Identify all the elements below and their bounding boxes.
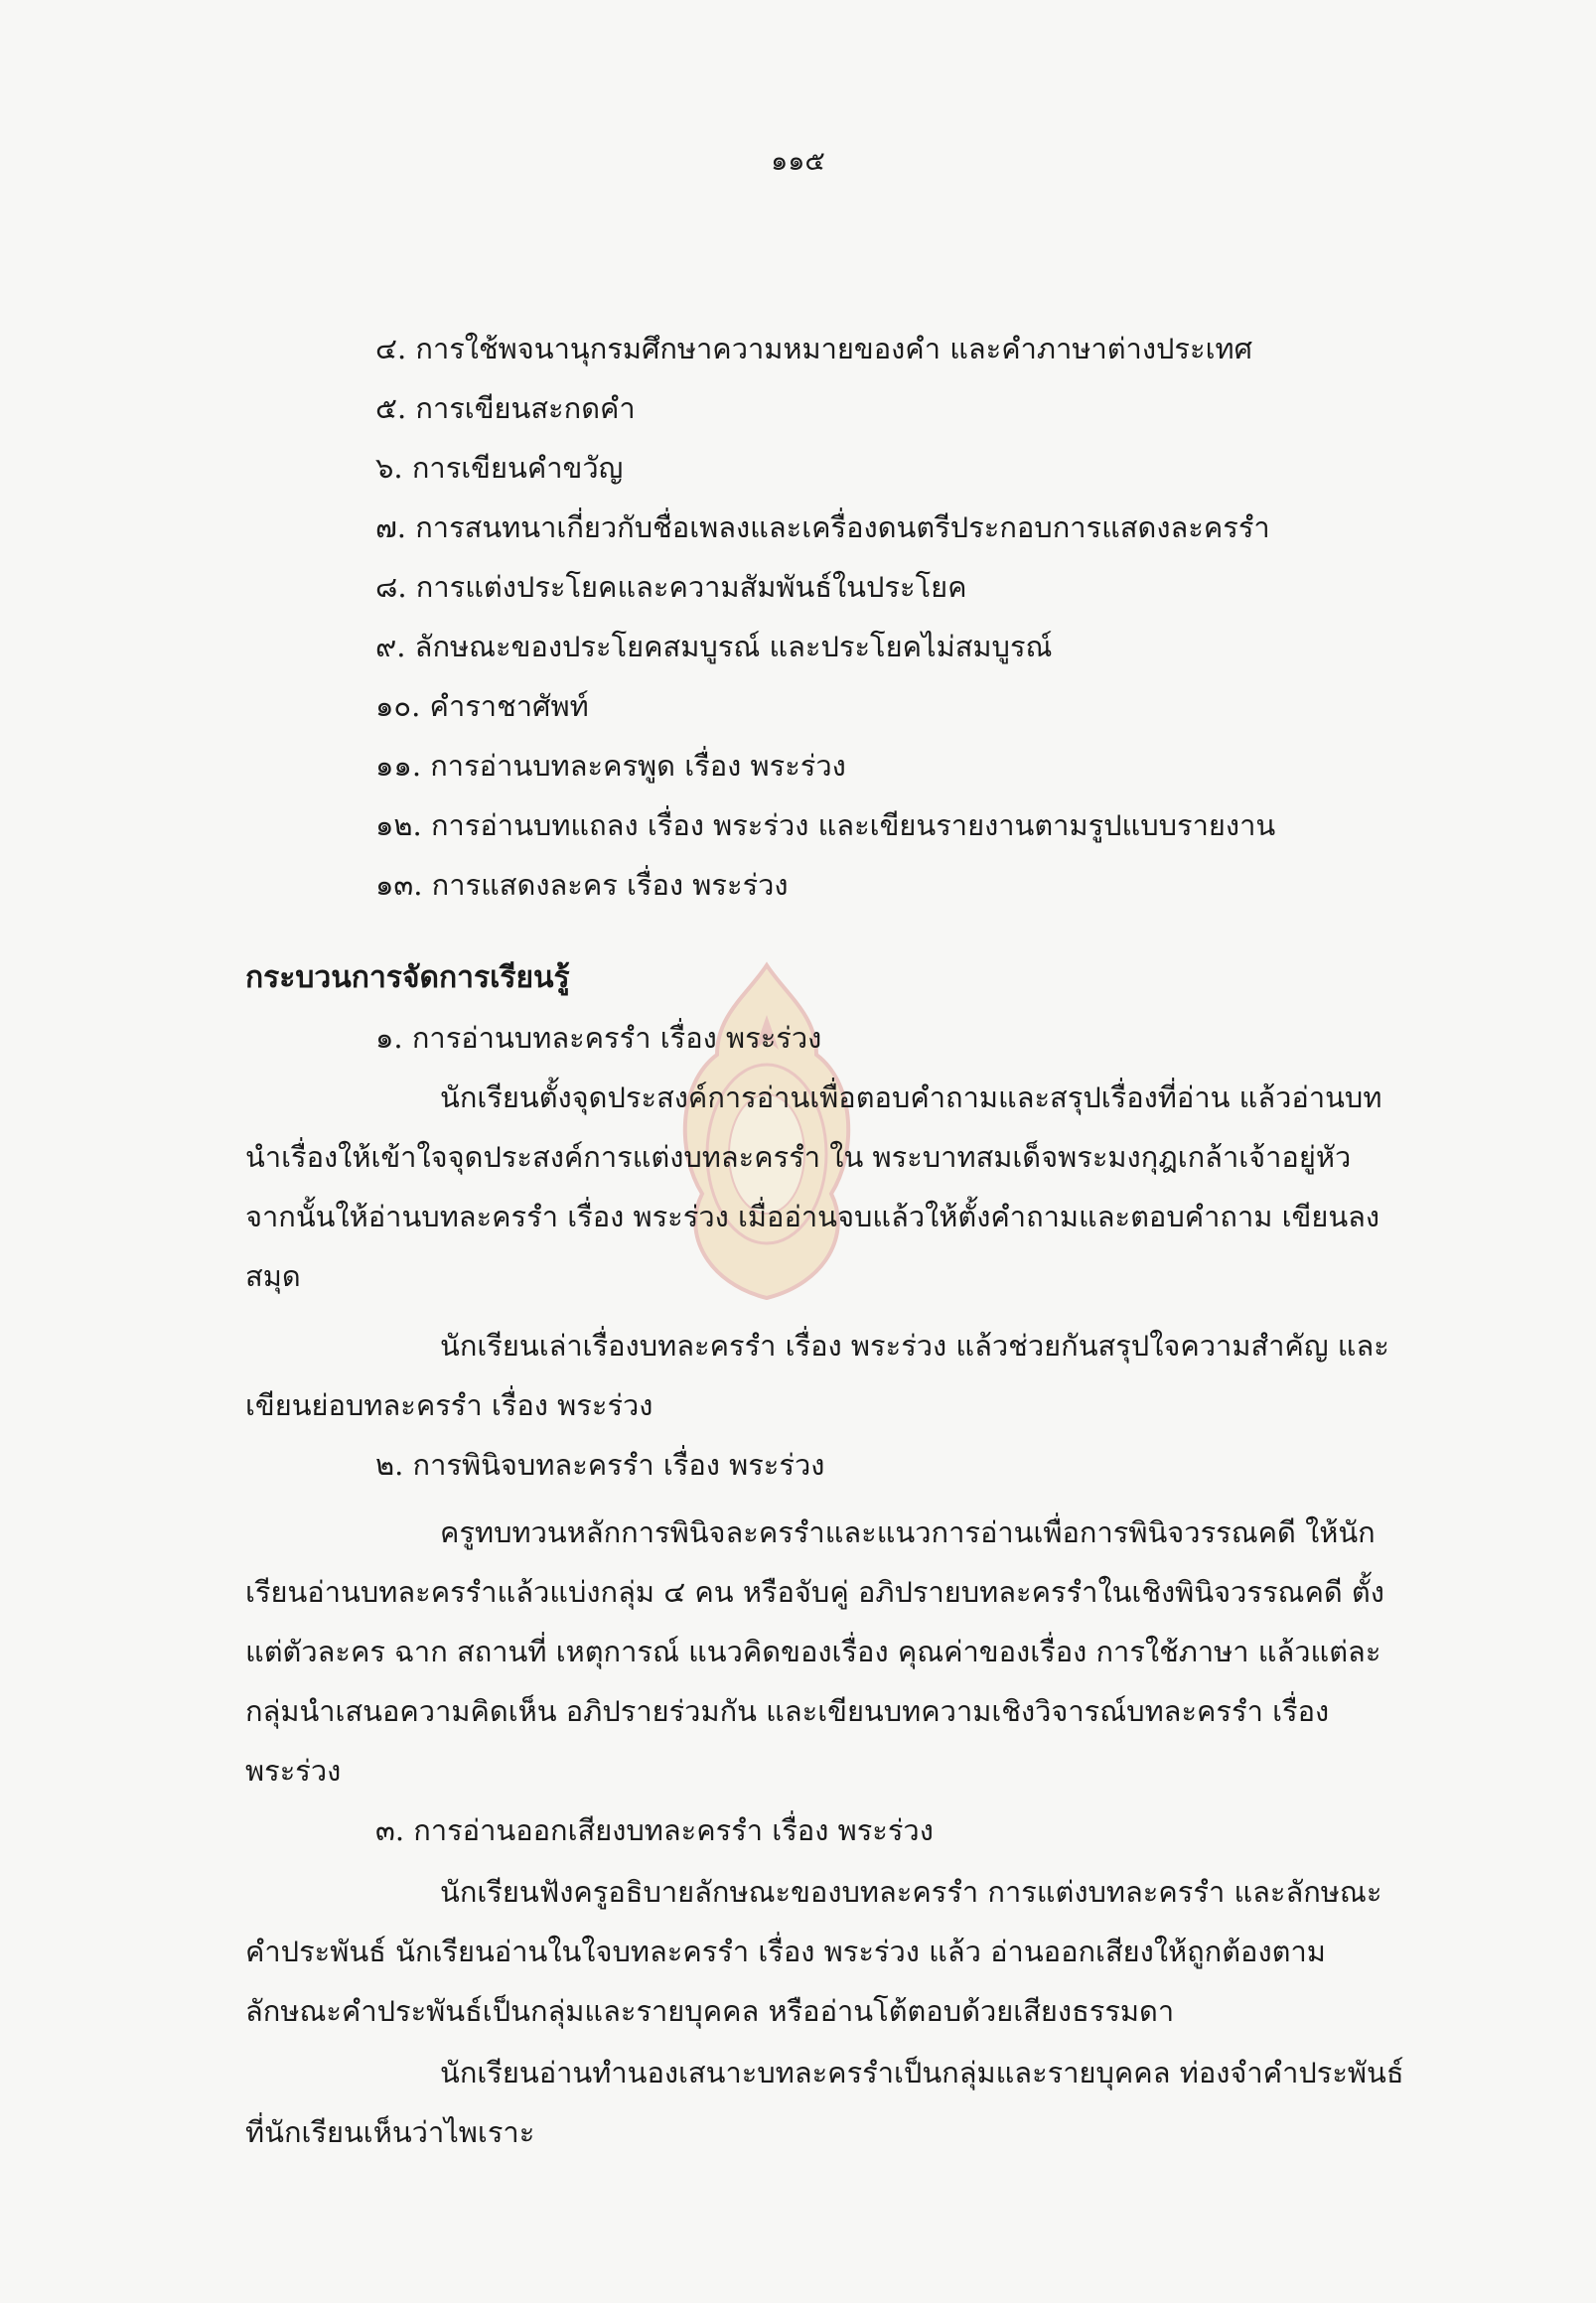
topic-item: ๑๐. คำราชาศัพท์	[375, 689, 589, 723]
topic-item: ๙. ลักษณะของประโยคสมบูรณ์ และประโยคไม่สมบูรณ์	[375, 630, 1053, 663]
paragraph-line: คำประพันธ์ นักเรียนอ่านในใจบทละครรำ เรื่อง พระร่วง แล้ว อ่านออกเสียงให้ถูกต้องตาม	[245, 1935, 1326, 1968]
subsection-heading: ๑. การอ่านบทละครรำ เรื่อง พระร่วง	[375, 1021, 822, 1055]
paragraph-line: ลักษณะคำประพันธ์เป็นกลุ่มและรายบุคคล หรืออ่านโต้ตอบด้วยเสียงธรรมดา	[245, 1994, 1175, 2028]
subsection-heading: ๓. การอ่านออกเสียงบทละครรำ เรื่อง พระร่วง	[375, 1813, 934, 1847]
paragraph-line: พระร่วง	[245, 1754, 342, 1788]
paragraph-line: สมุด	[245, 1259, 301, 1293]
institution-emblem-icon	[667, 955, 866, 1308]
topic-item: ๔. การใช้พจนานุกรมศึกษาความหมายของคำ และคำภาษาต่างประเทศ	[375, 332, 1252, 365]
topic-item: ๘. การแต่งประโยคและความสัมพันธ์ในประโยค	[375, 570, 967, 604]
section-heading: กระบวนการจัดการเรียนรู้	[245, 960, 570, 995]
topic-item: ๑๒. การอ่านบทแถลง เรื่อง พระร่วง และเขียนรายงานตามรูปแบบรายงาน	[375, 808, 1276, 842]
paragraph-line: ที่นักเรียนเห็นว่าไพเราะ	[245, 2115, 535, 2149]
subsection-heading: ๒. การพินิจบทละครรำ เรื่อง พระร่วง	[375, 1448, 825, 1482]
paragraph-line: ครูทบทวนหลักการพินิจละครรำและแนวการอ่านเพื่อการพินิจวรรณคดี ให้นัก	[440, 1515, 1376, 1549]
paragraph-line: กลุ่มนำเสนอความคิดเห็น อภิปรายร่วมกัน และเขียนบทความเชิงวิจารณ์บทละครรำ เรื่อง	[245, 1694, 1330, 1728]
paragraph-line: นักเรียนฟังครูอธิบายลักษณะของบทละครรำ การแต่งบทละครรำ และลักษณะ	[440, 1875, 1382, 1909]
paragraph-line: เรียนอ่านบทละครรำแล้วแบ่งกลุ่ม ๔ คน หรือจับคู่ อภิปรายบทละครรำในเชิงพินิจวรรณคดี ตั้ง	[245, 1575, 1384, 1609]
topic-item: ๑๓. การแสดงละคร เรื่อง พระร่วง	[375, 868, 789, 902]
paragraph-line: นักเรียนอ่านทำนองเสนาะบทละครรำเป็นกลุ่มและรายบุคคล ท่องจำคำประพันธ์	[440, 2056, 1404, 2089]
topic-item: ๖. การเขียนคำขวัญ	[375, 451, 624, 485]
paragraph-line: แต่ตัวละคร ฉาก สถานที่ เหตุการณ์ แนวคิดของเรื่อง คุณค่าของเรื่อง การใช้ภาษา แล้วแต่ละ	[245, 1635, 1381, 1668]
paragraph-line: เขียนย่อบทละครรำ เรื่อง พระร่วง	[245, 1388, 653, 1422]
paragraph-line: นักเรียนตั้งจุดประสงค์การอ่านเพื่อตอบคำถามและสรุปเรื่องที่อ่าน แล้วอ่านบท	[440, 1080, 1382, 1114]
paragraph-line: นำเรื่องให้เข้าใจจุดประสงค์การแต่งบทละครรำ ใน พระบาทสมเด็จพระมงกุฎเกล้าเจ้าอยู่หัว	[245, 1140, 1352, 1174]
page-number: ๑๑๕	[771, 146, 825, 177]
topic-item: ๕. การเขียนสะกดคำ	[375, 391, 636, 425]
topic-item: ๗. การสนทนาเกี่ยวกับชื่อเพลงและเครื่องดนตรีประกอบการแสดงละครรำ	[375, 510, 1270, 544]
topic-item: ๑๑. การอ่านบทละครพูด เรื่อง พระร่วง	[375, 749, 846, 783]
paragraph-line: จากนั้นให้อ่านบทละครรำ เรื่อง พระร่วง เมื่ออ่านจบแล้วให้ตั้งคำถามและตอบคำถาม เขียนลง	[245, 1200, 1380, 1233]
paragraph-line: นักเรียนเล่าเรื่องบทละครรำ เรื่อง พระร่วง แล้วช่วยกันสรุปใจความสำคัญ และ	[440, 1329, 1389, 1363]
